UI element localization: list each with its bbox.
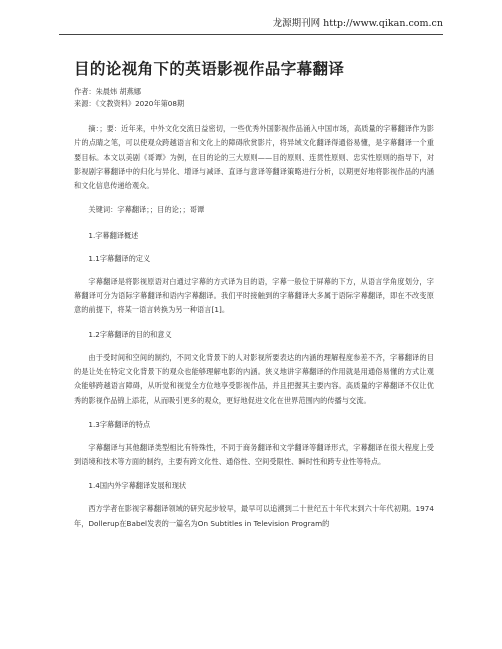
header-divider bbox=[59, 34, 443, 35]
section-heading: 1.字幕翻译概述 bbox=[88, 230, 139, 240]
section-heading: 1.2字幕翻译的目的和意义 bbox=[88, 329, 172, 339]
article-title: 目的论视角下的英语影视作品字幕翻译 bbox=[74, 60, 345, 78]
section-paragraph: 西方学者在影视字幕翻译领域的研究起步较早，最早可以追溯到二十世纪五十年代末到六十年代初期。1974年，Dollerup在Babel发表的一篇名为On Subtitles in Television Program的 bbox=[74, 504, 434, 528]
section-paragraph: 字幕翻译与其他翻译类型相比有特殊性，不同于商务翻译和文学翻译等翻译形式，字幕翻译在很大程度上受到语境和技术等方面的制约，主要有跨文化性、通俗性、空间受限性、瞬时性和跨专业性等特点。 bbox=[74, 442, 434, 467]
article-authors: 作者：朱晨炜 胡燕娜 bbox=[74, 87, 141, 96]
section-heading: 1.1字幕翻译的定义 bbox=[88, 253, 151, 263]
journal-site-header: 龙源期刊网 http://www.qikan.com.cn bbox=[272, 18, 443, 29]
section-paragraph: 字幕翻译是将影视原语对白通过字幕的方式译为目的语，字幕一般位于屏幕的下方，从语言学角度划分，字幕翻译可分为语际字幕翻译和语内字幕翻译。我们平时接触到的字幕翻译大多属于语际字幕翻译，即在不改变原意的前提下，将某一语言转换为另一种语言[1]。 bbox=[74, 276, 434, 315]
article-source: 来源：《文教资料》2020年第08期 bbox=[74, 99, 185, 108]
section-heading: 1.3字幕翻译的特点 bbox=[88, 419, 151, 429]
article-body bbox=[74, 58, 434, 531]
section-heading: 1.4国内外字幕翻译发展和现状 bbox=[88, 481, 187, 491]
section-paragraph: 由于受时间和空间的制约，不同文化背景下的人对影视所要表达的内涵的理解程度参差不齐，字幕翻译的目的是让处在特定文化背景下的观众也能够理解电影的内涵。狭义地讲字幕翻译的作用就是用通俗易懂的方式让观众能够跨越语言障碍，从听觉和视觉全方位地享受影视作品，并且把握其主要内容。高质量的字幕翻译不仅让优秀的影视作品锦上添花，从而吸引更多的观众，更好地促进文化在世界范围内的传播与交流。 bbox=[74, 352, 434, 405]
article-keywords: 关键词：字幕翻译；；目的论；；哥谭 bbox=[88, 205, 205, 215]
article-abstract: 摘：；要：近年来，中外文化交流日益密切，一些优秀外国影视作品涌入中国市场，高质量的字幕翻译作为影片的点睛之笔，可以使观众跨越语言和文化上的障碍欣赏影片，将异域文化翻译得通俗易懂，是字幕翻译一个重要目标。本文以美剧《哥谭》为例，在目的论的三大原则——目的原则、连贯性原则、忠实性原则的指导下，对影视剧字幕翻译中的归化与异化、增译与减译、直译与意译等翻译策略进行分析，以期更好地将影视作品的内涵和文化信息传递给观众。 bbox=[74, 124, 434, 191]
